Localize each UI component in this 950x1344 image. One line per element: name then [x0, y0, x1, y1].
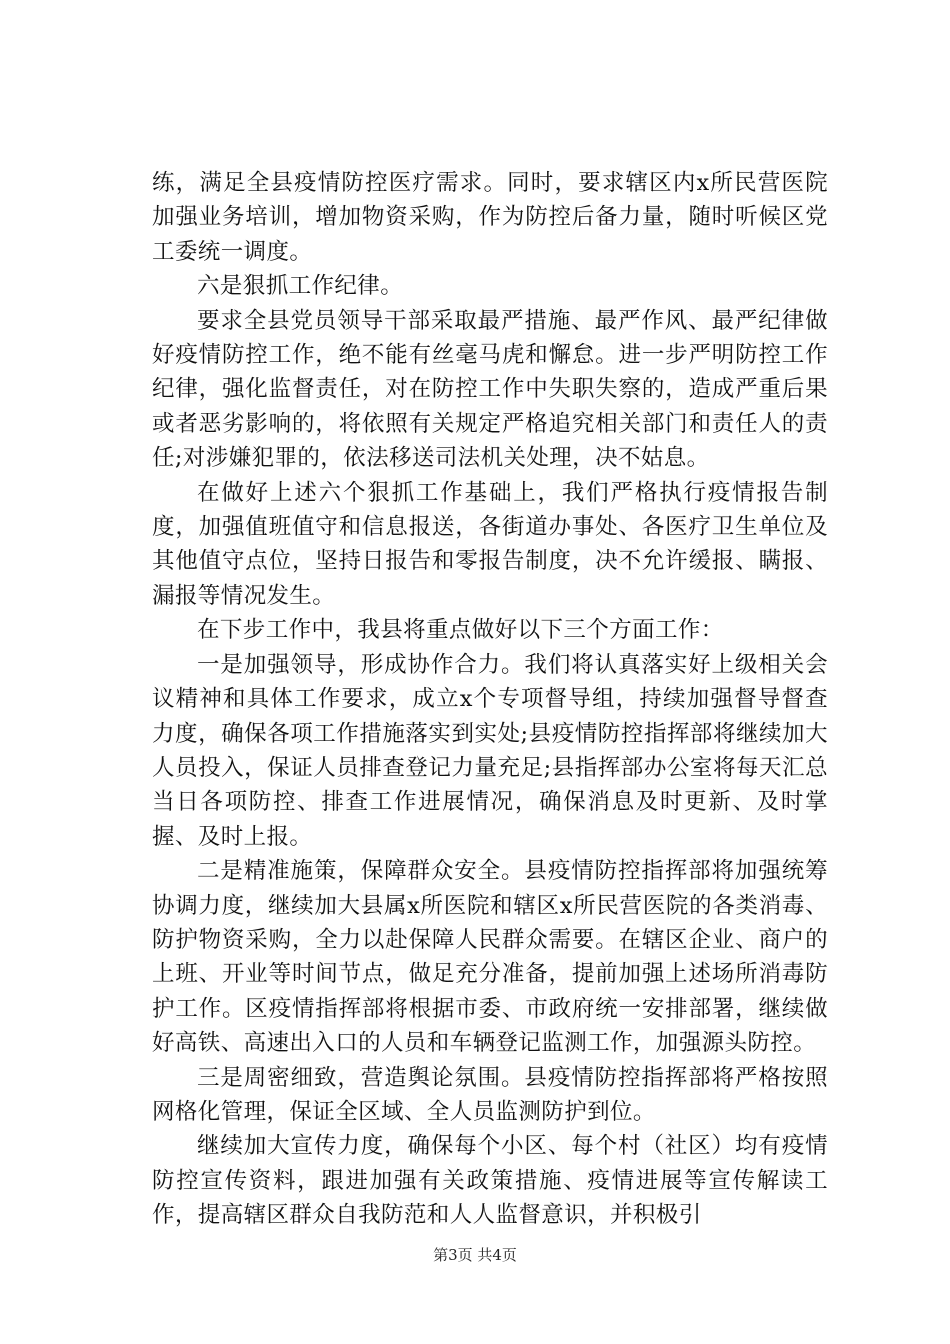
paragraph-1: 练，满足全县疫情防控医疗需求。同时，要求辖区内x所民营医院加强业务培训，增加物资采购，作为防控后备力量，随时听候区党工委统一调度。 [152, 170, 828, 265]
page-footer [0, 1244, 950, 1265]
paragraph-8: 三是周密细致，营造舆论氛围。县疫情防控指挥部将严格按照网格化管理，保证全区域、全人员监测防护到位。 [152, 1064, 828, 1125]
paragraph-7: 二是精准施策，保障群众安全。县疫情防控指挥部将加强统筹协调力度，继续加大县属x所医院和辖区x所民营医院的各类消毒、防护物资采购，全力以赴保障人民群众需要。在辖区企业、商户的上班、开业等时间节点，做足充分准备，提前加强上述场所消毒防护工作。区疫情指挥部将根据市委、市政府统一安排部署，继续做好高铁、高速出入口的人员和车辆登记监测工作，加强源头防控。 [152, 858, 828, 1057]
paragraph-3: 要求全县党员领导干部采取最严措施、最严作风、最严纪律做好疫情防控工作，绝不能有丝毫马虎和懈怠。进一步严明防控工作纪律，强化监督责任，对在防控工作中失职失察的，造成严重后果或者恶劣影响的，将依照有关规定严格追究相关部门和责任人的责任;对涉嫌犯罪的，依法移送司法机关处理，决不姑息。 [152, 307, 828, 472]
paragraph-4: 在做好上述六个狠抓工作基础上，我们严格执行疫情报告制度，加强值班值守和信息报送，各街道办事处、各医疗卫生单位及其他值守点位，坚持日报告和零报告制度，决不允许缓报、瞒报、漏报等情况发生。 [152, 479, 828, 609]
document-body [152, 166, 828, 1233]
paragraph-5: 在下步工作中，我县将重点做好以下三个方面工作： [197, 617, 724, 644]
paragraph-9: 继续加大宣传力度，确保每个小区、每个村（社区）均有疫情防控宣传资料，跟进加强有关政策措施、疫情进展等宣传解读工作，提高辖区群众自我防范和人人监督意识，并积极引 [152, 1133, 828, 1229]
paragraph-2: 六是狠抓工作纪律。 [197, 273, 404, 300]
paragraph-6: 一是加强领导，形成协作合力。我们将认真落实好上级相关会议精神和具体工作要求，成立x个专项督导组，持续加强督导督查力度，确保各项工作措施落实到实处;县疫情防控指挥部将继续加大人员投入，保证人员排查登记力量充足;县指挥部办公室将每天汇总当日各项防控、排查工作进展情况，确保消息及时更新、及时掌握、及时上报。 [152, 651, 828, 850]
page-number-label: 第3页 共4页 [433, 1246, 517, 1264]
